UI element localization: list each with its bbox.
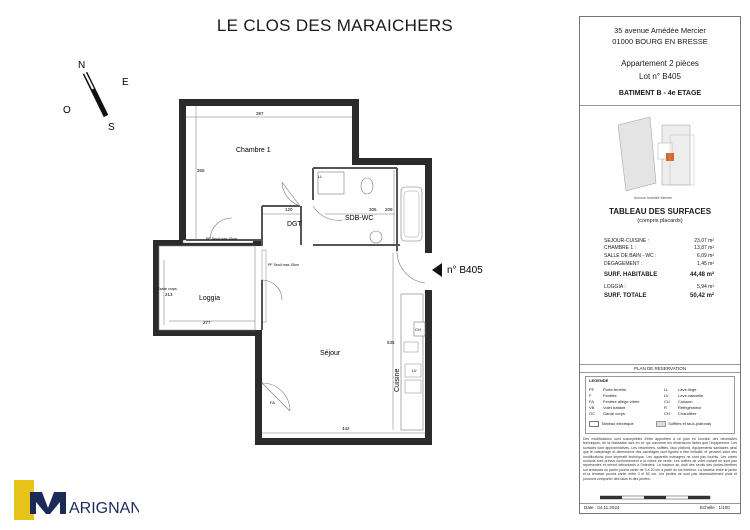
building-floor: BATIMENT B - 4e ETAGE xyxy=(618,90,702,97)
surface-total: SURF. TOTALE 50,42 m² xyxy=(604,293,714,299)
marignan-logo xyxy=(14,478,139,527)
dim-305: 305 xyxy=(369,207,377,212)
apartment-type: Appartement 2 pièces xyxy=(621,59,699,68)
surfaces-subtitle: (compris placards) xyxy=(637,218,683,224)
logo-text: ARIGNAN xyxy=(69,500,139,517)
surface-total-habitable: SURF. HABITABLE 44,48 m² xyxy=(604,272,714,278)
address-line-2: 01000 BOURG EN BRESSE xyxy=(612,37,708,46)
address-line-1: 35 avenue Amédée Mercier xyxy=(614,26,706,35)
room-cuisine: Cuisine xyxy=(394,368,401,392)
surface-row: DEGAGEMENT : 1,45 m² xyxy=(604,261,714,267)
surface-row: CHAMBRE 1 : 13,87 m² xyxy=(604,245,714,251)
room-sejour: Séjour xyxy=(320,350,341,357)
legend-electric: Tableau électrique xyxy=(601,421,634,427)
dim-365: 365 xyxy=(197,168,205,173)
compass-s: S xyxy=(108,122,115,133)
sink-icon xyxy=(370,231,382,243)
compass-n: N xyxy=(78,60,86,71)
room-loggia: Loggia xyxy=(199,295,221,302)
site-plan xyxy=(610,113,710,201)
reservation-title: PLAN DE RESERVATION xyxy=(633,366,686,371)
dim-397: 397 xyxy=(256,111,264,116)
legend-box: LEGENDE PF Porte-fenêtre F Fenêtre FA Fenêtre allège vitrée VB Volet battant GC Garde corps LL Lave-linge LV Lave-vaisselle CU Cuisson R Réfrigérateur CH Chaudière Tableau électrique Soffites et faux-plafonds xyxy=(585,376,735,434)
dim-120: 120 xyxy=(285,207,293,212)
room-dgt: DGT xyxy=(287,221,302,228)
dim-442: 442 xyxy=(342,426,350,431)
plan-title: LE CLOS DES MARAICHERS xyxy=(216,16,454,35)
lot-marker: n° B405 xyxy=(447,265,483,276)
legend-title: LEGENDE xyxy=(589,378,609,383)
surface-row: LOGGIA : 5,94 m² xyxy=(604,284,714,290)
toilet-icon xyxy=(361,178,373,194)
street-label: Avenue Amédée Mercier xyxy=(634,196,673,200)
room-sdb: SDB-WC xyxy=(345,215,374,222)
cooktop-icon xyxy=(404,342,418,352)
soffit-icon xyxy=(656,421,666,427)
kitchen-counter xyxy=(401,294,423,430)
label-ch: CH xyxy=(415,327,421,332)
scale-bar xyxy=(600,494,720,502)
dim-277: 277 xyxy=(203,320,211,325)
label-ll: LL xyxy=(318,174,323,179)
compass-o: O xyxy=(63,105,71,116)
legend-soffites: Soffites et faux-plafonds xyxy=(668,421,712,427)
label-pf-sejour: PF Seuil max 15cm xyxy=(268,263,300,267)
label-lv: LV xyxy=(412,368,417,373)
entrance-arrow-icon xyxy=(432,263,442,277)
dim-209: 209 xyxy=(385,207,393,212)
label-fa: FA xyxy=(270,400,275,405)
dim-213: 213 xyxy=(165,292,173,297)
room-chambre: Chambre 1 xyxy=(236,147,271,154)
electric-panel-icon xyxy=(589,421,599,427)
surface-row: SEJOUR-CUISINE : 23,07 m² xyxy=(604,238,714,244)
lot-number: Lot n° B405 xyxy=(639,72,681,81)
dim-535: 535 xyxy=(387,340,395,345)
compass-e: E xyxy=(122,77,129,88)
label-garde-corps: Garde corps xyxy=(157,287,177,291)
disclaimer-note: Des modifications sont susceptibles d'être apportées à ce plan en fonction des nécessités techniques, de la réalisation tant en ce qui concerne les dimensions lisées que l'équipement. Les surfaces sont approximatives. Les retombées, soffites, faux plafond, équipements sanitaires ainsi que le calepinage et dimensions des carrelages sont figurés à titre indicatif, et peuvent subir des modifications pour impératif technique. Les appareils ménagers ne sont pas fournis. Les volets roulants sont prévus conformément à la notice de vente. Les coffres de volet roulant ne sont pas représentés et seront débordants à l'intérieur. La hauteur au droit des seuils des portes-fenêtres sur terrasses ou jardin pourra varier de 3 à 20 cm à partir du sol intérieur. La hauteur entre le jardin et la terrasse pourra varier entre 0 et 60 cm. Les jardins ne sont pas nécessairement plats et pourront comporter des talus et des pentes. xyxy=(583,437,737,481)
surface-row: SALLE DE BAIN - WC : 6,09 m² xyxy=(604,253,714,259)
surfaces-title: TABLEAU DES SURFACES xyxy=(608,207,712,216)
plan-scale: Echelle : 1/100 xyxy=(700,505,730,510)
plan-date: Date : 04.11.2024 xyxy=(584,505,620,510)
label-pf-chambre: PF Seuil max 15cm xyxy=(206,237,238,241)
